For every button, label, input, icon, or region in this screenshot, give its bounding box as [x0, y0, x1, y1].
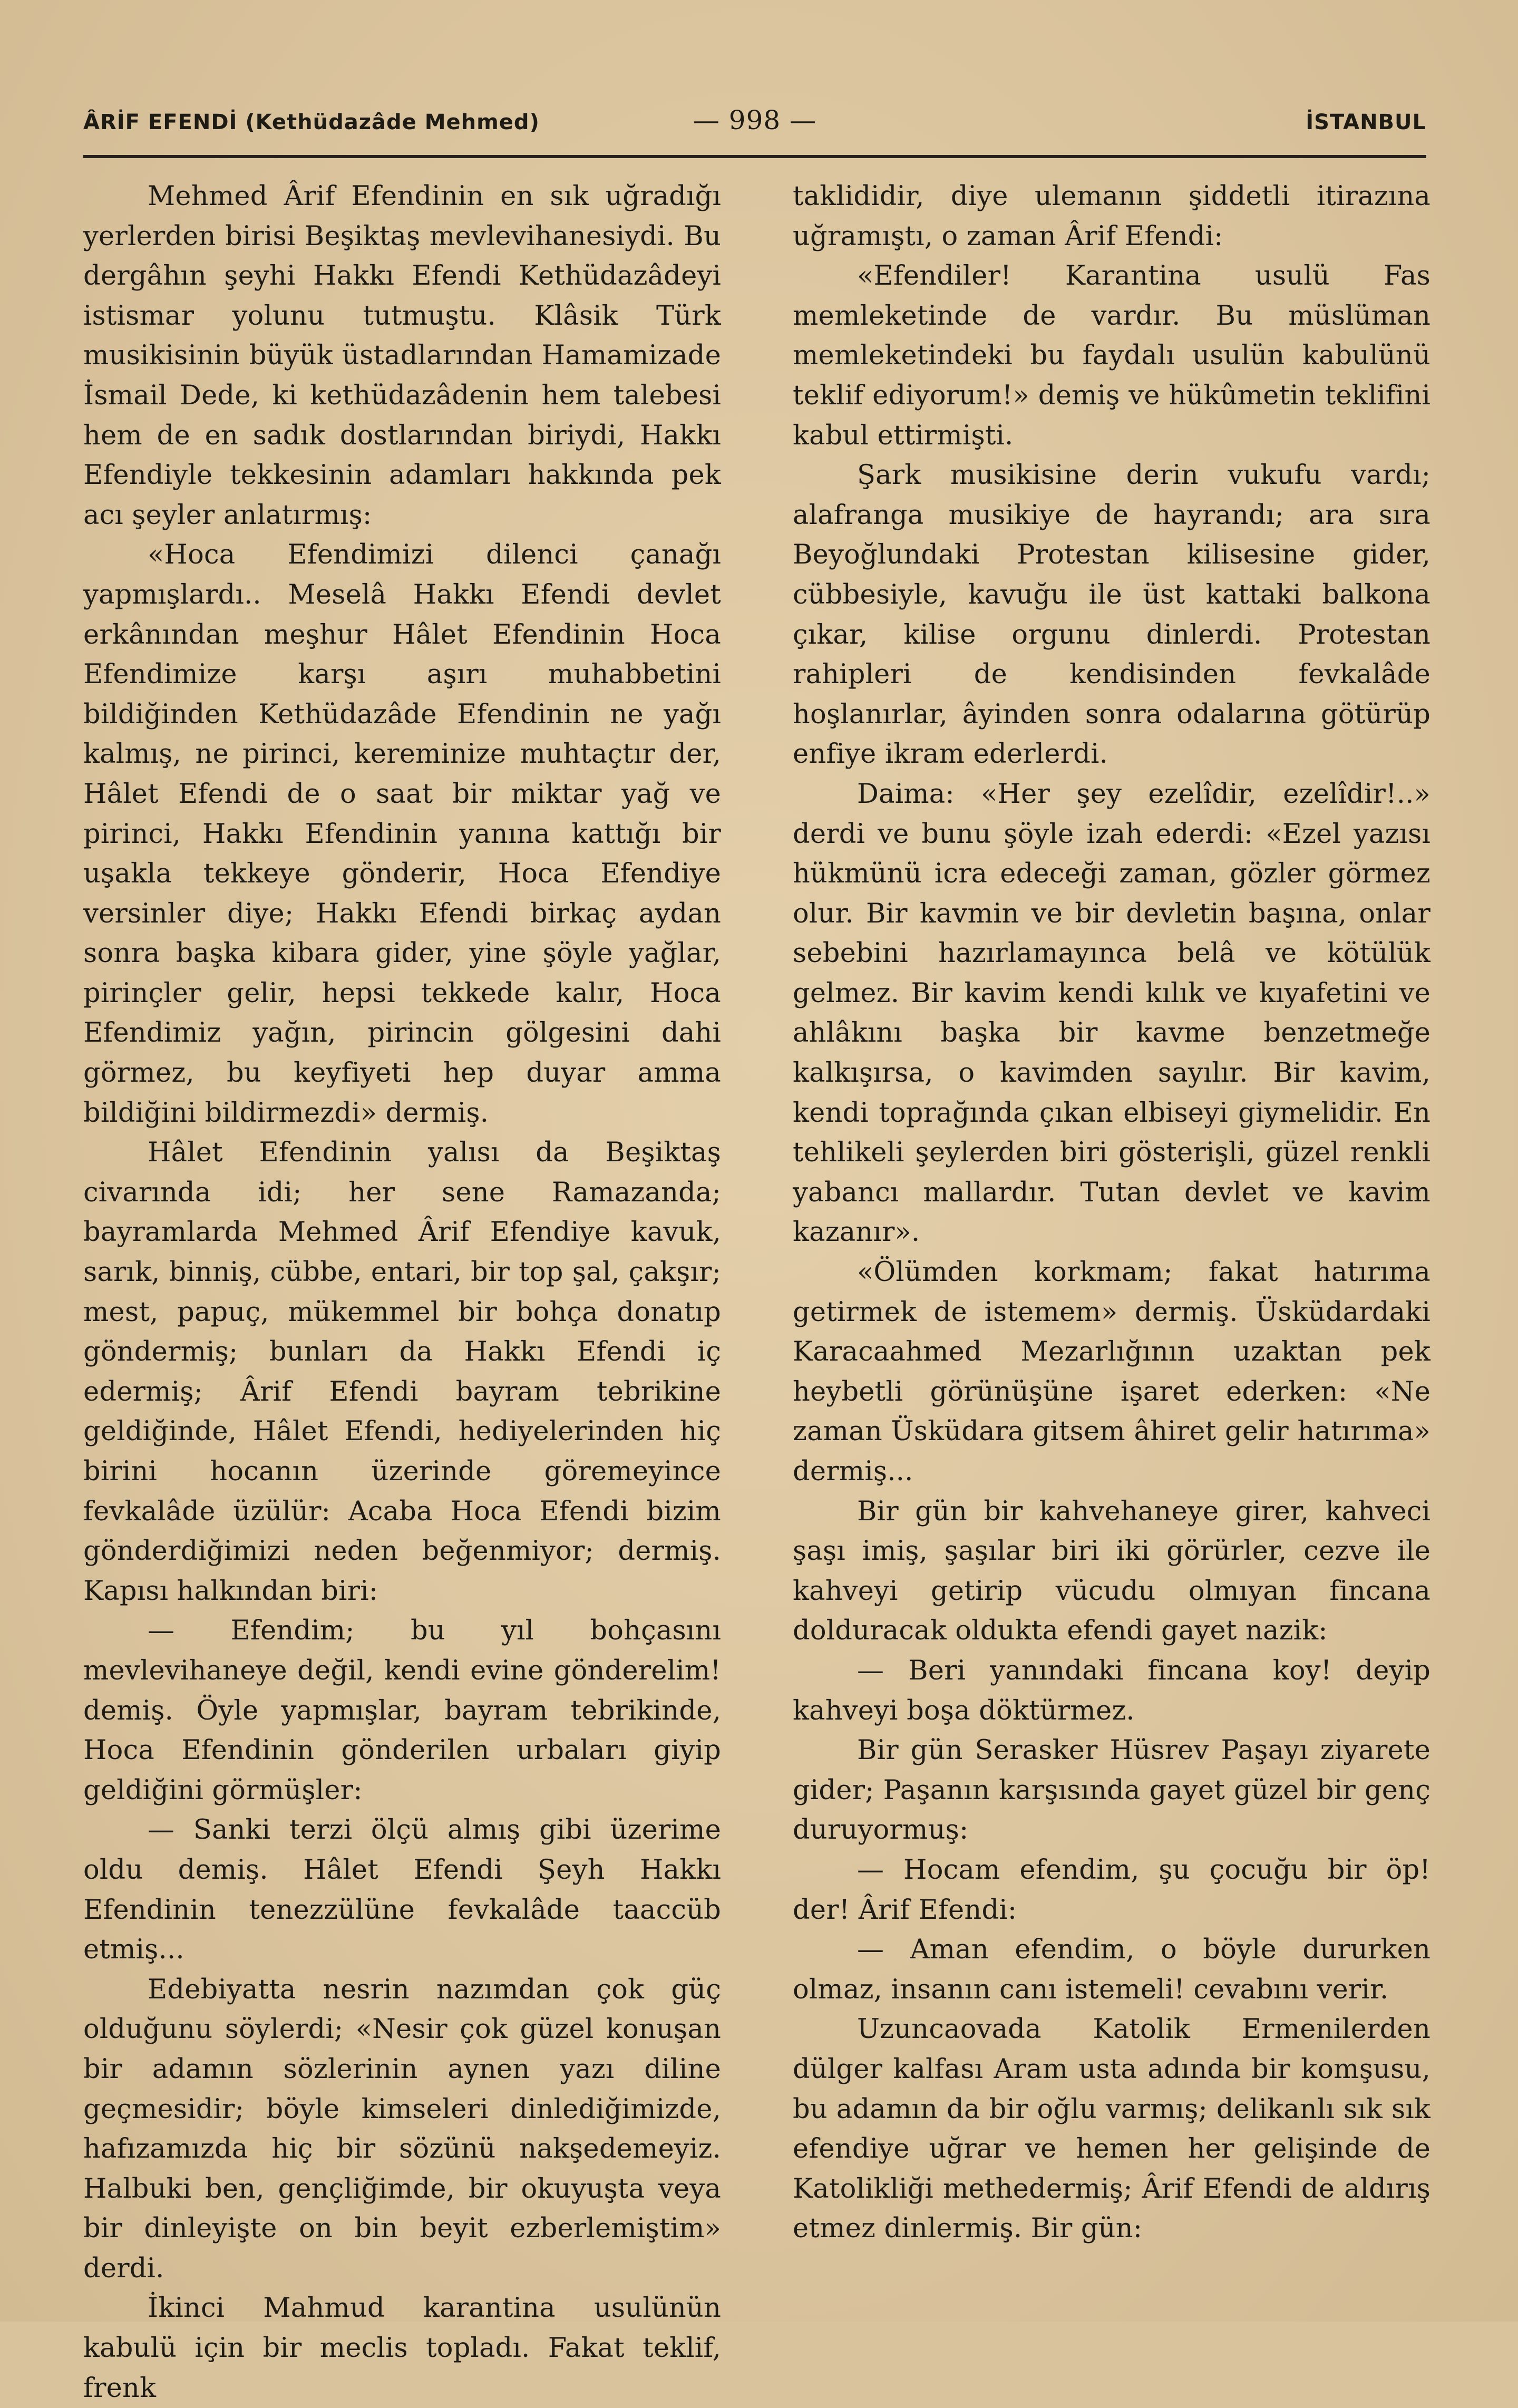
paragraph: Bir gün bir kahvehaneye girer, kahveci şaşı imiş, şaşılar biri iki görürler, cezve ile kahveyi getirip vücudu olmıyan fincana dolduracak oldukta efendi gayet nazik: — [793, 1496, 1431, 1647]
paragraph: taklididir, diye ulemanın şiddetli itirazına uğramıştı, o zaman Ârif Efendi: — [793, 181, 1431, 252]
paragraph: — Beri yanındaki fincana koy! deyip kahveyi boşa döktürmez. — [793, 1655, 1431, 1726]
paragraph: Uzuncaovada Katolik Ermenilerden dülger kalfası Aram usta adında bir komşusu, bu adamın da bir oğlu varmış; delikanlı sık sık efendiye uğrar ve hemen her gelişinde de Katolikliği methedermiş; Ârif Efendi de aldırış etmez dinlermiş. Bir gün: — [793, 2014, 1431, 2245]
paragraph: Bir gün Serasker Hüsrev Paşayı ziyarete gider; Paşanın karşısında gayet güzel bir genç duruyormuş: — [793, 1735, 1431, 1846]
left-column — [83, 177, 721, 2408]
paragraph: — Efendim; bu yıl bohçasını mevlevihaneye değil, kendi evine gönderelim! demiş. Öyle yapmışlar, bayram tebrikinde, Hoca Efendinin gönderilen urbaları giyip geldiğini görmüşler: — [83, 1615, 721, 1806]
paragraph: «Hoca Efendimizi dilenci çanağı yapmışlardı.. Meselâ Hakkı Efendi devlet erkânından meşhur Hâlet Efendinin Hoca Efendimize karşı aşırı muhabbetini bildiğinden Kethüdazâde Efendinin ne yağı kalmış, ne pirinci, kereminize muhtaçtır der, Hâlet Efendi de o saat bir miktar yağ ve pirinci, Hakkı Efendinin yanına kattığı bir uşakla tekkeye gönderir, Hoca Efendiye versinler diye; Hakkı Efendi birkaç aydan sonra başka kibara gider, yine şöyle yağlar, pirinçler gelir, hepsi tekkede kalır, Hoca Efendimiz yağın, pirincin gölgesini dahi görmez, bu keyfiyeti hep duyar amma bildiğini bildirmezdi» dermiş. — [83, 539, 721, 1129]
paragraph: Daima: «Her şey ezelîdir, ezelîdir!..» derdi ve bunu şöyle izah ederdi: «Ezel yazısı hükmünü icra edeceği zaman, gözler görmez olur. Bir kavmin ve bir devletin başına, onlar sebebini hazırlamayınca belâ ve kötülük gelmez. Bir kavim kendi kılık ve kıyafetini ve ahlâkını başka bir kavme benzetmeğe kalkışırsa, o kavimden sayılır. Bir kavim, kendi toprağında çıkan elbiseyi giymelidir. En tehlikeli şeylerden biri gösterişli, güzel renkli yabancı mallardır. Tutan devlet ve kavim kazanır». — [793, 778, 1431, 1248]
paragraph: İkinci Mahmud karantina usulünün kabulü için bir meclis topladı. Fakat teklif, frenk — [83, 2293, 721, 2404]
paragraph: «Efendiler! Karantina usulü Fas memleketinde de vardır. Bu müslüman memleketindeki bu faydalı usulün kabulünü teklif ediyorum!» demiş ve hükûmetin teklifini kabul ettirmişti. — [793, 260, 1431, 451]
paragraph: — Hocam efendim, şu çocuğu bir öp! der! Ârif Efendi: — [793, 1854, 1431, 1926]
running-header — [83, 103, 1426, 140]
page-number: — 998 — — [693, 105, 817, 135]
paragraph: — Aman efendim, o böyle dururken olmaz, insanın canı istemeli! cevabını verir. — [793, 1934, 1431, 2005]
paragraph: Hâlet Efendinin yalısı da Beşiktaş civarında idi; her sene Ramazanda; bayramlarda Mehmed Ârif Efendiye kavuk, sarık, binniş, cübbe, entari, bir top şal, çakşır; mest, papuç, mükemmel bir bohça donatıp göndermiş; bunları da Hakkı Efendi iç edermiş; Ârif Efendi bayram tebrikine geldiğinde, Hâlet Efendi, hediyelerinden hiç birini hocanın üzerinde göremeyince fevkalâde üzülür: Acaba Hoca Efendi bizim gönderdiğimizi neden beğenmiyor; dermiş. Kapısı halkından biri: — [83, 1137, 721, 1607]
header-rule — [83, 155, 1426, 158]
header-section: İSTANBUL — [1306, 110, 1426, 134]
paragraph: Mehmed Ârif Efendinin en sık uğradığı yerlerden birisi Beşiktaş mevlevihanesiydi. Bu dergâhın şeyhi Hakkı Efendi Kethüdazâdeyi istismar yolunu tutmuştu. Klâsik Türk musikisinin büyük üstadlarından Hamamizade İsmail Dede, ki kethüdazâdenin hem talebesi hem de en sadık dostlarından biriydi, Hakkı Efendiyle tekkesinin adamları hakkında pek acı şeyler anlatırmış: — [83, 181, 721, 531]
right-column — [793, 177, 1431, 2249]
paragraph: Edebiyatta nesrin nazımdan çok güç olduğunu söylerdi; «Nesir çok güzel konuşan bir adamın sözlerinin aynen yazı diline geçmesidir; böyle kimseleri dinlediğimizde, hafızamızda hiç bir sözünü nakşedemeyiz. Halbuki ben, gençliğimde, bir okuyuşta veya bir dinleyişte on bin beyit ezberlemiştim» derdi. — [83, 1974, 721, 2284]
paragraph: «Ölümden korkmam; fakat hatırıma getirmek de istemem» dermiş. Üsküdardaki Karacaahmed Mezarlığının uzaktan pek heybetli görünüşüne işaret ederken: «Ne zaman Üsküdara gitsem âhiret gelir hatırıma» dermiş... — [793, 1257, 1431, 1487]
header-author-title: ÂRİF EFENDİ (Kethüdazâde Mehmed) — [83, 110, 540, 134]
paragraph: — Sanki terzi ölçü almış gibi üzerime oldu demiş. Hâlet Efendi Şeyh Hakkı Efendinin tenezzülüne fevkalâde taaccüb etmiş... — [83, 1814, 721, 1966]
paragraph: Şark musikisine derin vukufu vardı; alafranga musikiye de hayrandı; ara sıra Beyoğlundaki Protestan kilisesine gider, cübbesiyle, kavuğu ile üst kattaki balkona çıkar, kilise orgunu dinlerdi. Protestan rahipleri de kendisinden fevkalâde hoşlanırlar, âyinden sonra odalarına götürüp enfiye ikram ederlerdi. — [793, 460, 1431, 770]
